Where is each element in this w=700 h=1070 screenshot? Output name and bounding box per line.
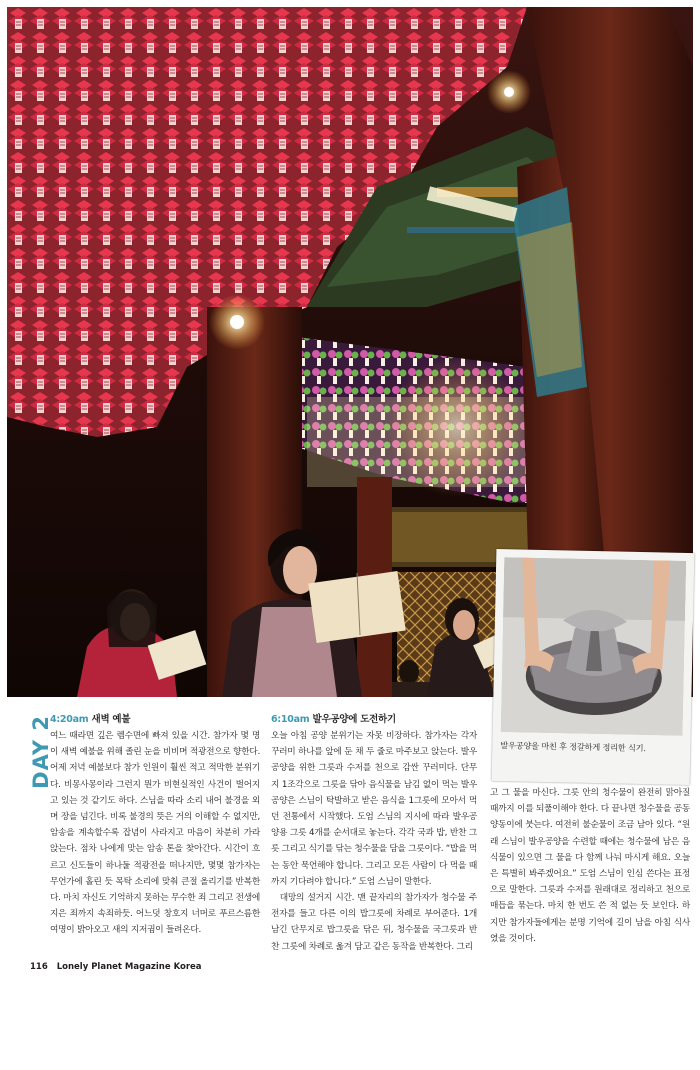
article-column-3 [490, 785, 690, 947]
article-column-1 [50, 712, 260, 939]
page-footer [30, 962, 202, 972]
paragraph: 대망의 설거지 시간. 맨 끝자리의 참가자가 청수물 주전자를 들고 다른 이의 밥그릇에 차례로 부어준다. 1개 남긴 단무지로 밥그릇을 닦은 뒤, 청수물을 국그릇과 반찬 그릇에 차례로 옮겨 담고 같은 동작을 반복한다. 그리 [271, 893, 477, 952]
paragraph: 고 그 물을 마신다. 그릇 안의 청수물이 완전히 맑아질 때까지 이를 되풀이해야 한다. 다 끝나면 청수물을 공동 양동이에 붓는다. 여전히 불순물이 조금 남아 있다. “원래 스님이 발우공양을 수련할 때에는 청수물에 남은 음식물이 있으면 그 물을 다 함께 나눠 마시게 해요. 오늘은 특별히 봐주겠어요.” 도엄 스님이 인심 쓴다는 표정으로 말한다. 그릇과 수저를 원래대로 정리하고 천으로 매듭을 묶는다. 마치 한 번도 쓴 적 없는 듯 보인다. 하지만 참가자들에게는 분명 기억에 길이 남을 아침 식사였을 것이다. [490, 788, 690, 944]
section-title: 발우공양에 도전하기 [312, 714, 396, 725]
paragraph: 오늘 아침 공양 분위기는 자못 비장하다. 참가자는 각자 꾸러미 하나를 앞에 둔 채 두 줄로 마주보고 앉는다. 발우공양을 위한 그릇과 수저를 천으로 감싼 꾸러미다. 단무지 1조각으로 그릇을 닦아 음식물을 남김 없이 먹는 발우공양은 스님이 탁발하고 받은 음식을 1그릇에 모아서 먹던 전통에서 시작했다. 도엄 스님의 지시에 따라 발우공양용 그릇 4개를 순서대로 놓는다. 각각 국과 밥, 반찬 그릇 그리고 식기를 닦는 청수물을 담을 그릇이다. “밥을 먹는 동안 묵언해야 합니다. 그리고 모든 사람이 다 먹을 때까지 기다려야 합니다.” 도엄 스님이 말한다. [271, 731, 477, 887]
section-body-continued [490, 785, 690, 947]
inset-photo [492, 549, 695, 785]
wrapped-bowls-image [501, 557, 687, 736]
section-heading [50, 712, 260, 728]
section-time: 4:20am [50, 714, 89, 725]
article-column-2 [271, 712, 477, 955]
publication-name: Lonely Planet Magazine Korea [56, 962, 202, 972]
section-body [50, 728, 260, 939]
paragraph: 여느 때라면 깊은 렘수면에 빠져 있을 시간. 참가자 몇 명이 새벽 예불을 위해 졸린 눈을 비비며 적광전으로 향한다. 어제 저녁 예불보다 참가 인원이 훨씬 적고 적막한 분위기다. 비몽사몽이라 그런지 뭔가 비현실적인 사건이 벌어지고 있는 것 같기도 하다. 스님을 따라 소리 내어 불경을 외며 장을 넘긴다. 비록 불경의 뜻은 거의 이해할 수 없지만, 암송을 계속할수록 잡념이 사라지고 마음이 차분히 가라앉는다. 점차 나에게 맞는 암송 톤을 찾아간다. 시간이 흐르고 신도들이 하나둘 적광전을 떠나지만, 몇몇 참가자는 무언가에 홀린 듯 목탁 소리에 맞춰 큰절 올리기를 반복한다. 마치 자신도 기억하지 못하는 무수한 죄 그리고 전생에 지은 죄까지 속죄하듯. 어느덧 창호지 너머로 푸르스름한 여명이 밝아오고 새의 지저귐이 들려온다. [50, 731, 260, 936]
section-title: 새벽 예불 [91, 714, 131, 725]
section-body [271, 728, 477, 955]
day-label: DAY 2 [29, 715, 53, 789]
page-number: 116 [30, 962, 48, 972]
inset-caption: 발우공양을 마친 후 정갈하게 정리한 식기. [500, 740, 646, 754]
section-heading [271, 712, 477, 728]
section-time: 6:10am [271, 714, 310, 725]
